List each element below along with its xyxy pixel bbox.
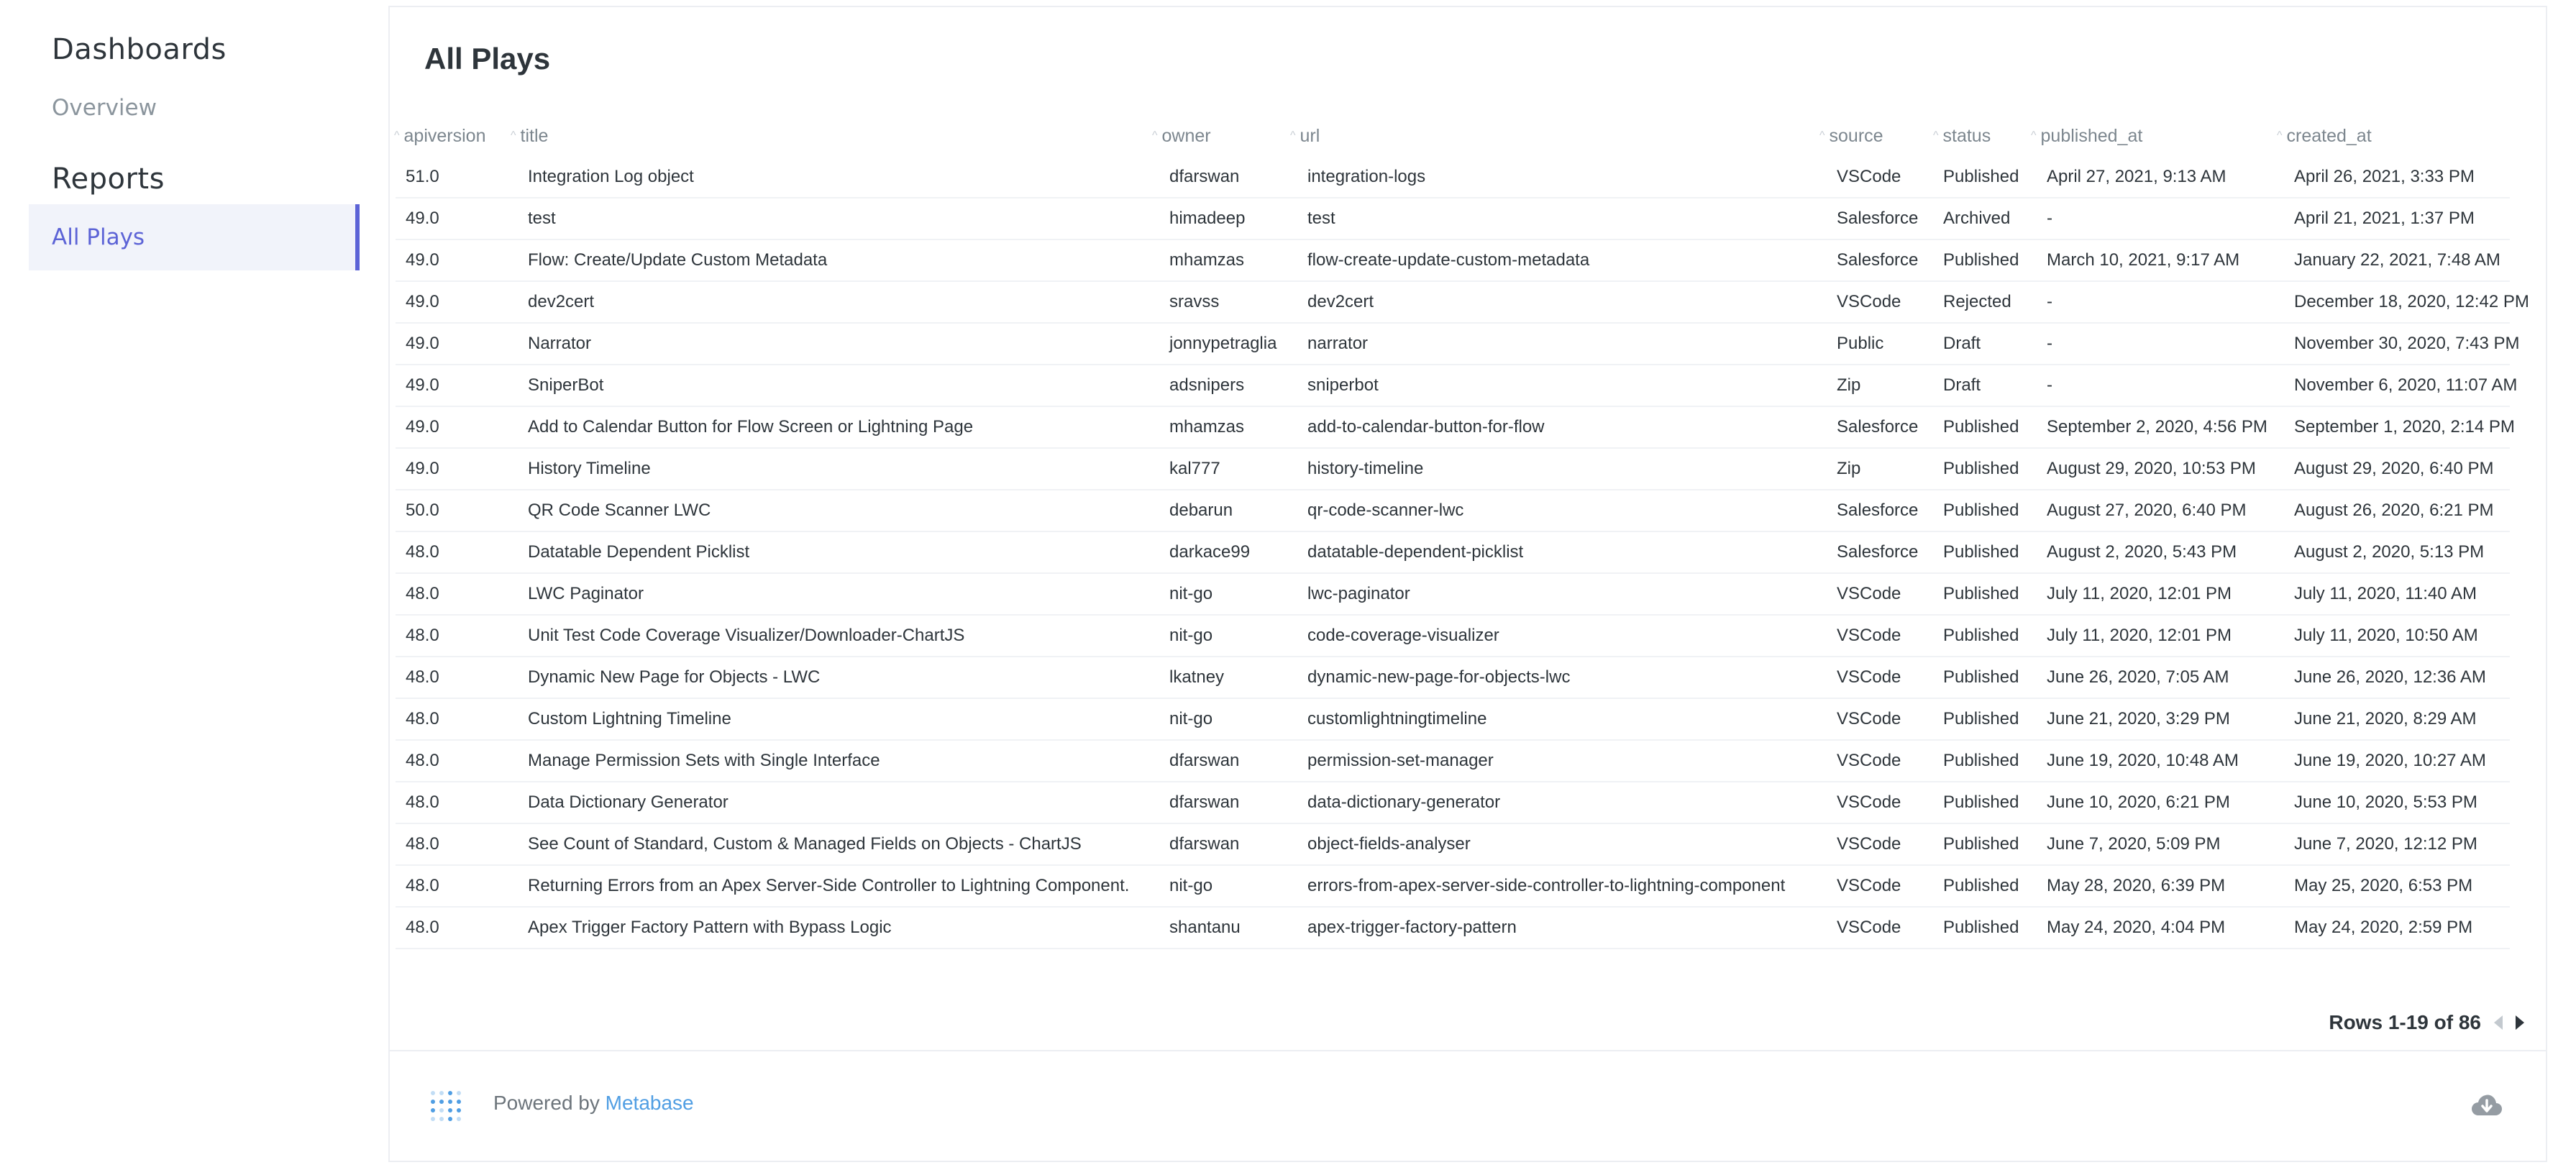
cell-source: Salesforce [1837, 542, 1919, 562]
cell-url: test [1307, 209, 1335, 228]
cell-url: history-timeline [1307, 459, 1424, 478]
cell-owner: shantanu [1169, 918, 1241, 937]
cell-apiversion: 49.0 [406, 417, 439, 437]
data-table [390, 115, 2546, 949]
cell-created-at: April 26, 2021, 3:33 PM [2294, 167, 2475, 186]
cell-apiversion: 49.0 [406, 459, 439, 478]
cell-source: VSCode [1837, 876, 1901, 895]
cell-url: code-coverage-visualizer [1307, 626, 1499, 645]
cell-url: flow-create-update-custom-metadata [1307, 250, 1590, 270]
cell-published-at: April 27, 2021, 9:13 AM [2047, 167, 2226, 186]
cell-owner: dfarswan [1169, 167, 1240, 186]
column-header-label: apiversion [403, 126, 486, 146]
cell-source: Zip [1837, 459, 1861, 478]
cell-apiversion: 48.0 [406, 834, 439, 854]
cell-title: Custom Lightning Timeline [528, 709, 731, 728]
pagination [2329, 1011, 2524, 1034]
cell-status: Published [1943, 167, 2019, 186]
cell-owner: mhamzas [1169, 417, 1245, 437]
cell-url: apex-trigger-factory-pattern [1307, 918, 1517, 937]
table-row[interactable] [396, 532, 2510, 574]
cell-published-at: August 27, 2020, 6:40 PM [2047, 501, 2247, 520]
cell-published-at: September 2, 2020, 4:56 PM [2047, 417, 2267, 437]
column-header-label: published_at [2040, 126, 2143, 146]
table-row[interactable] [396, 198, 2510, 240]
cell-apiversion: 48.0 [406, 584, 439, 603]
cell-owner: himadeep [1169, 209, 1246, 228]
powered-by [493, 1092, 694, 1115]
cell-apiversion: 48.0 [406, 876, 439, 895]
table-row[interactable] [396, 616, 2510, 657]
cell-created-at: August 2, 2020, 5:13 PM [2294, 542, 2485, 562]
cell-status: Published [1943, 751, 2019, 770]
cell-status: Published [1943, 626, 2019, 645]
cell-apiversion: 49.0 [406, 334, 439, 353]
cell-title: Flow: Create/Update Custom Metadata [528, 250, 828, 270]
table-row[interactable] [396, 866, 2510, 908]
table-row[interactable] [396, 449, 2510, 490]
cell-apiversion: 48.0 [406, 918, 439, 937]
cell-published-at: June 19, 2020, 10:48 AM [2047, 751, 2239, 770]
cell-apiversion: 48.0 [406, 667, 439, 687]
sort-icon[interactable]: ^ [1290, 129, 1296, 142]
cell-owner: kal777 [1169, 459, 1220, 478]
cell-source: Salesforce [1837, 417, 1919, 437]
sort-icon[interactable]: ^ [394, 129, 400, 142]
cell-status: Published [1943, 584, 2019, 603]
cell-owner: mhamzas [1169, 250, 1245, 270]
cell-status: Published [1943, 709, 2019, 728]
sort-icon[interactable]: ^ [511, 129, 516, 142]
table-row[interactable] [396, 782, 2510, 824]
column-header-published-at[interactable] [2031, 115, 2142, 157]
cell-owner: nit-go [1169, 626, 1213, 645]
cell-status: Published [1943, 417, 2019, 437]
cell-owner: dfarswan [1169, 834, 1240, 854]
cell-status: Archived [1943, 209, 2011, 228]
cell-title: Apex Trigger Factory Pattern with Bypass Logic [528, 918, 892, 937]
cell-url: permission-set-manager [1307, 751, 1494, 770]
cell-source: VSCode [1837, 626, 1901, 645]
cell-status: Published [1943, 501, 2019, 520]
cell-source: Salesforce [1837, 501, 1919, 520]
cell-created-at: December 18, 2020, 12:42 PM [2294, 292, 2529, 311]
cell-url: dynamic-new-page-for-objects-lwc [1307, 667, 1571, 687]
table-header [396, 115, 2510, 157]
cell-title: Dynamic New Page for Objects - LWC [528, 667, 821, 687]
table-row[interactable] [396, 908, 2510, 949]
cell-source: VSCode [1837, 918, 1901, 937]
cell-published-at: March 10, 2021, 9:17 AM [2047, 250, 2240, 270]
cloud-download-icon[interactable] [2471, 1092, 2503, 1120]
cell-created-at: November 30, 2020, 7:43 PM [2294, 334, 2520, 353]
cell-title: dev2cert [528, 292, 595, 311]
sort-icon[interactable]: ^ [2031, 129, 2037, 142]
metabase-logo-icon[interactable] [429, 1089, 463, 1122]
cell-source: VSCode [1837, 292, 1901, 311]
cell-published-at: August 29, 2020, 10:53 PM [2047, 459, 2256, 478]
cell-status: Draft [1943, 334, 1981, 353]
table-row[interactable] [396, 490, 2510, 532]
cell-published-at: May 28, 2020, 6:39 PM [2047, 876, 2226, 895]
cell-published-at: - [2047, 209, 2052, 228]
sort-icon[interactable]: ^ [2277, 129, 2283, 142]
cell-title: test [528, 209, 556, 228]
dashboards-heading: Dashboards [52, 33, 227, 66]
cell-created-at: May 24, 2020, 2:59 PM [2294, 918, 2473, 937]
cell-created-at: April 21, 2021, 1:37 PM [2294, 209, 2475, 228]
cell-url: qr-code-scanner-lwc [1307, 501, 1464, 520]
cell-created-at: July 11, 2020, 11:40 AM [2294, 584, 2477, 603]
table-row[interactable] [396, 365, 2518, 407]
cell-apiversion: 49.0 [406, 250, 439, 270]
pager-text: Rows 1-19 of 86 [2329, 1011, 2481, 1033]
cell-published-at: June 26, 2020, 7:05 AM [2047, 667, 2229, 687]
cell-owner: jonnypetraglia [1169, 334, 1277, 353]
cell-title: Data Dictionary Generator [528, 792, 729, 812]
cell-source: VSCode [1837, 167, 1901, 186]
cell-source: VSCode [1837, 834, 1901, 854]
cell-status: Published [1943, 459, 2019, 478]
cell-source: Zip [1837, 375, 1861, 395]
cell-title: QR Code Scanner LWC [528, 501, 711, 520]
cell-title: Unit Test Code Coverage Visualizer/Downloader-ChartJS [528, 626, 965, 645]
table-row[interactable] [396, 282, 2529, 324]
cell-published-at: July 11, 2020, 12:01 PM [2047, 584, 2232, 603]
column-header-url[interactable] [1290, 115, 1320, 157]
cell-title: Manage Permission Sets with Single Interface [528, 751, 880, 770]
cell-title: LWC Paginator [528, 584, 644, 603]
cell-source: VSCode [1837, 667, 1901, 687]
cell-title: SniperBot [528, 375, 604, 395]
cell-created-at: June 10, 2020, 5:53 PM [2294, 792, 2477, 812]
cell-published-at: June 7, 2020, 5:09 PM [2047, 834, 2221, 854]
cell-apiversion: 48.0 [406, 751, 439, 770]
cell-owner: darkace99 [1169, 542, 1251, 562]
cell-apiversion: 48.0 [406, 542, 439, 562]
cell-status: Published [1943, 918, 2019, 937]
column-header-label: status [1942, 126, 1991, 146]
cell-created-at: November 6, 2020, 11:07 AM [2294, 375, 2518, 395]
sidebar-item-all-plays[interactable]: All Plays [29, 204, 360, 270]
cell-status: Published [1943, 792, 2019, 812]
cell-published-at: - [2047, 292, 2052, 311]
cell-created-at: June 19, 2020, 10:27 AM [2294, 751, 2486, 770]
cell-status: Rejected [1943, 292, 2011, 311]
page-title: All Plays [424, 42, 551, 76]
cell-apiversion: 48.0 [406, 626, 439, 645]
column-header-created-at[interactable] [2277, 115, 2372, 157]
cell-published-at: - [2047, 334, 2052, 353]
cell-owner: adsnipers [1169, 375, 1245, 395]
cell-created-at: August 26, 2020, 6:21 PM [2294, 501, 2494, 520]
cell-created-at: January 22, 2021, 7:48 AM [2294, 250, 2500, 270]
footer [390, 1050, 2546, 1161]
cell-status: Published [1943, 250, 2019, 270]
table-body [390, 157, 2546, 949]
cell-source: Salesforce [1837, 250, 1919, 270]
next-page-icon[interactable] [2516, 1015, 2524, 1030]
cell-apiversion: 49.0 [406, 292, 439, 311]
cell-status: Published [1943, 542, 2019, 562]
sort-icon[interactable]: ^ [1152, 129, 1158, 142]
cell-created-at: June 7, 2020, 12:12 PM [2294, 834, 2477, 854]
cell-url: dev2cert [1307, 292, 1374, 311]
cell-url: data-dictionary-generator [1307, 792, 1501, 812]
table-row[interactable] [396, 240, 2510, 282]
cell-title: Datatable Dependent Picklist [528, 542, 750, 562]
cell-url: add-to-calendar-button-for-flow [1307, 417, 1545, 437]
cell-created-at: September 1, 2020, 2:14 PM [2294, 417, 2515, 437]
table-row[interactable] [396, 699, 2510, 741]
cell-published-at: July 11, 2020, 12:01 PM [2047, 626, 2232, 645]
column-header-label: source [1829, 126, 1883, 146]
cell-owner: debarun [1169, 501, 1233, 520]
sidebar [0, 0, 388, 1165]
cell-owner: sravss [1169, 292, 1220, 311]
cell-title: See Count of Standard, Custom & Managed Fields on Objects - ChartJS [528, 834, 1082, 854]
cell-apiversion: 50.0 [406, 501, 439, 520]
cell-source: Public [1837, 334, 1884, 353]
column-header-source[interactable] [1819, 115, 1883, 157]
cell-created-at: June 21, 2020, 8:29 AM [2294, 709, 2477, 728]
cell-title: Integration Log object [528, 167, 694, 186]
table-row[interactable] [396, 574, 2510, 616]
column-header-status[interactable] [1933, 115, 1991, 157]
table-row[interactable] [396, 324, 2520, 365]
cell-status: Published [1943, 834, 2019, 854]
metabase-link[interactable]: Metabase [605, 1092, 694, 1114]
cell-status: Published [1943, 667, 2019, 687]
reports-heading: Reports [52, 163, 165, 196]
table-row[interactable] [396, 657, 2510, 699]
sort-icon[interactable]: ^ [1819, 129, 1825, 142]
column-header-apiversion[interactable] [394, 115, 485, 157]
cell-url: object-fields-analyser [1307, 834, 1471, 854]
column-header-label: created_at [2286, 126, 2372, 146]
cell-url: datatable-dependent-picklist [1307, 542, 1524, 562]
cell-source: VSCode [1837, 751, 1901, 770]
cell-owner: dfarswan [1169, 751, 1240, 770]
cell-source: VSCode [1837, 584, 1901, 603]
cell-apiversion: 49.0 [406, 209, 439, 228]
cell-published-at: May 24, 2020, 4:04 PM [2047, 918, 2226, 937]
cell-apiversion: 49.0 [406, 375, 439, 395]
cell-published-at: August 2, 2020, 5:43 PM [2047, 542, 2237, 562]
column-header-owner[interactable] [1152, 115, 1211, 157]
cell-created-at: May 25, 2020, 6:53 PM [2294, 876, 2473, 895]
column-header-label: owner [1161, 126, 1211, 146]
cell-url: errors-from-apex-server-side-controller-to-lightning-component [1307, 876, 1786, 895]
cell-apiversion: 51.0 [406, 167, 439, 186]
powered-by-prefix: Powered by [493, 1092, 600, 1114]
cell-source: VSCode [1837, 792, 1901, 812]
cell-status: Draft [1943, 375, 1981, 395]
column-header-label: url [1300, 126, 1320, 146]
cell-title: Returning Errors from an Apex Server-Side Controller to Lightning Component. [528, 876, 1130, 895]
column-header-title[interactable] [511, 115, 548, 157]
sidebar-item-overview[interactable]: Overview [52, 95, 157, 121]
cell-title: Add to Calendar Button for Flow Screen or Lightning Page [528, 417, 974, 437]
cell-created-at: June 26, 2020, 12:36 AM [2294, 667, 2486, 687]
cell-published-at: June 10, 2020, 6:21 PM [2047, 792, 2230, 812]
cell-source: VSCode [1837, 709, 1901, 728]
report-card [388, 6, 2547, 1162]
cell-status: Published [1943, 876, 2019, 895]
cell-owner: lkatney [1169, 667, 1225, 687]
table-row[interactable] [396, 407, 2515, 449]
cell-owner: dfarswan [1169, 792, 1240, 812]
table-row[interactable] [396, 157, 2510, 198]
cell-created-at: July 11, 2020, 10:50 AM [2294, 626, 2478, 645]
cell-owner: nit-go [1169, 584, 1213, 603]
column-header-label: title [520, 126, 549, 146]
prev-page-icon[interactable] [2494, 1015, 2503, 1030]
sort-icon[interactable]: ^ [1933, 129, 1939, 142]
cell-apiversion: 48.0 [406, 709, 439, 728]
cell-apiversion: 48.0 [406, 792, 439, 812]
cell-url: integration-logs [1307, 167, 1426, 186]
cell-created-at: August 29, 2020, 6:40 PM [2294, 459, 2494, 478]
table-row[interactable] [396, 741, 2510, 782]
table-row[interactable] [396, 824, 2510, 866]
cell-owner: nit-go [1169, 876, 1213, 895]
cell-published-at: June 21, 2020, 3:29 PM [2047, 709, 2230, 728]
cell-title: Narrator [528, 334, 592, 353]
cell-url: customlightningtimeline [1307, 709, 1487, 728]
cell-source: Salesforce [1837, 209, 1919, 228]
cell-title: History Timeline [528, 459, 651, 478]
cell-published-at: - [2047, 375, 2052, 395]
cell-url: lwc-paginator [1307, 584, 1410, 603]
cell-url: sniperbot [1307, 375, 1379, 395]
cell-url: narrator [1307, 334, 1369, 353]
cell-owner: nit-go [1169, 709, 1213, 728]
